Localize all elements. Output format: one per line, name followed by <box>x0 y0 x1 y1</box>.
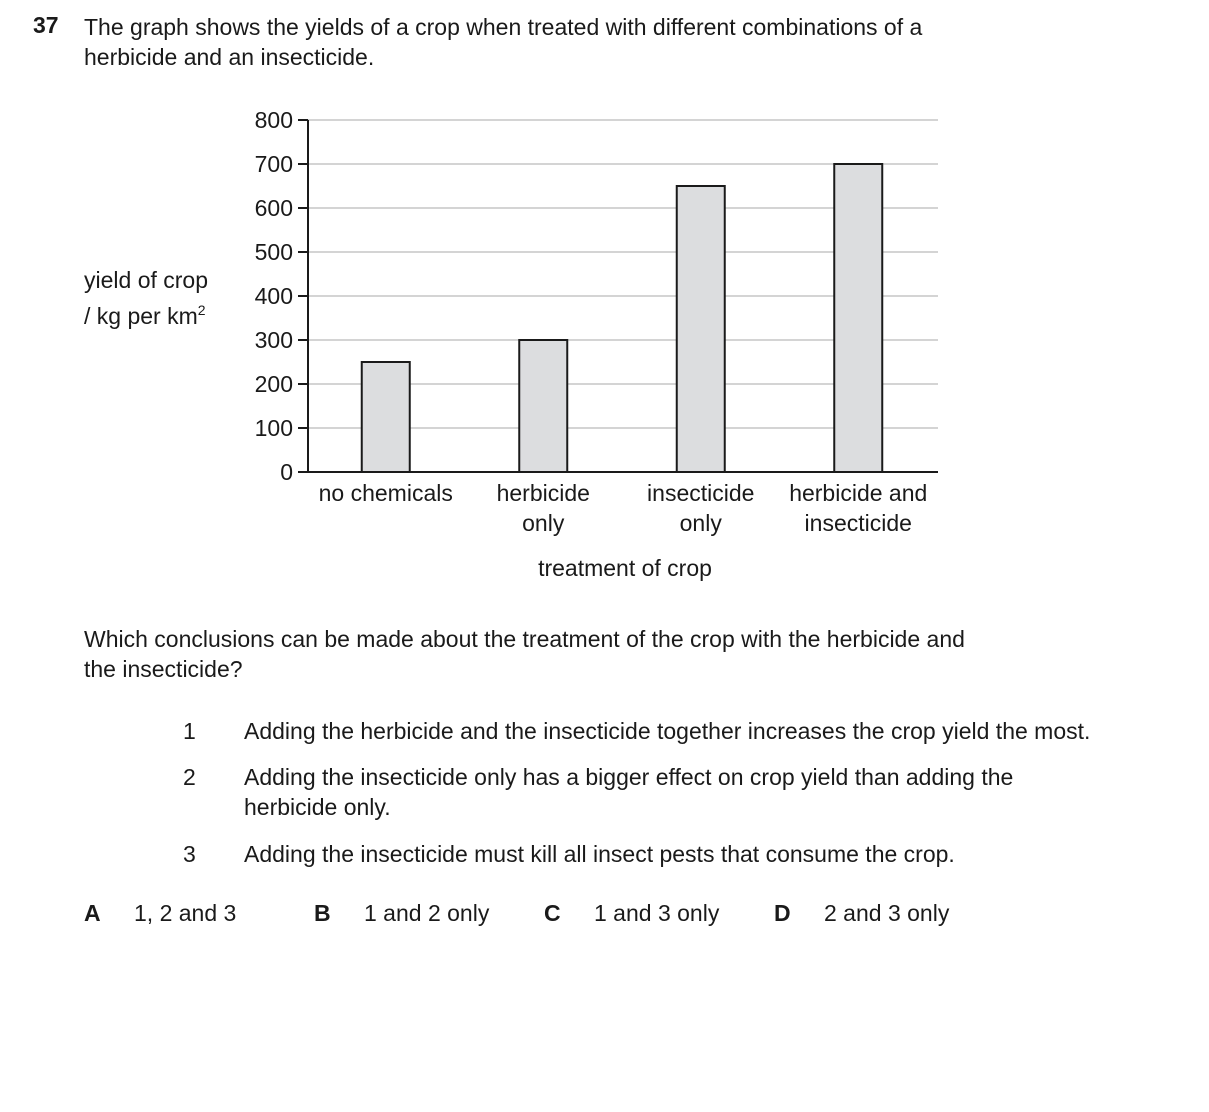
option-text: 2 and 3 only <box>824 900 950 926</box>
prompt-text <box>84 624 965 684</box>
x-tick-label: insecticide <box>804 510 912 536</box>
statement-number: 3 <box>183 841 196 867</box>
bars <box>362 164 883 472</box>
x-axis-label: treatment of crop <box>538 555 712 581</box>
statement-number: 1 <box>183 718 196 744</box>
option-text: 1 and 2 only <box>364 900 490 926</box>
bar <box>834 164 882 472</box>
x-tick-label: only <box>679 510 722 536</box>
statement-text: Adding the herbicide and the insecticide together increases the crop yield the most. <box>244 718 1091 744</box>
question-text-line: herbicide and an insecticide. <box>84 44 375 70</box>
statement-number: 2 <box>183 764 196 790</box>
y-tick-label: 800 <box>254 107 293 133</box>
y-tick-label: 0 <box>280 459 293 485</box>
option-c[interactable] <box>544 898 719 928</box>
option-text: 1, 2 and 3 <box>134 900 237 926</box>
y-axis-label-superscript: 2 <box>197 302 206 318</box>
bar <box>677 186 725 472</box>
y-tick-label: 500 <box>254 239 293 265</box>
question-number: 37 <box>33 12 59 38</box>
x-tick-label: no chemicals <box>318 480 453 506</box>
x-tick-label: insecticide <box>647 480 755 506</box>
statement-1 <box>183 716 1090 746</box>
option-letter: C <box>544 900 561 926</box>
option-letter: B <box>314 900 331 926</box>
x-tick-label: herbicide and <box>789 480 928 506</box>
option-a[interactable] <box>84 898 236 928</box>
x-tick-label: herbicide <box>496 480 590 506</box>
option-letter: D <box>774 900 791 926</box>
x-axis-categories <box>319 480 928 536</box>
statement-text: herbicide only. <box>244 794 391 820</box>
y-tick-label: 400 <box>254 283 293 309</box>
y-axis-label-line-1: yield of crop <box>84 267 209 293</box>
option-letter: A <box>84 900 101 926</box>
prompt-line: the insecticide? <box>84 656 243 682</box>
option-d[interactable] <box>774 898 949 928</box>
statement-2 <box>183 762 1013 822</box>
statement-3 <box>183 839 955 869</box>
question-text-line: The graph shows the yields of a crop when treated with different combinations of a <box>84 14 923 40</box>
y-tick-label: 300 <box>254 327 293 353</box>
y-tick-label: 700 <box>254 151 293 177</box>
statement-text: Adding the insecticide only has a bigger effect on crop yield than adding the <box>244 764 1014 790</box>
y-axis-label-line-2: / kg per $km^2$ <box>84 302 206 329</box>
y-tick-label: 100 <box>254 415 293 441</box>
bar <box>362 362 410 472</box>
x-tick-label: only <box>522 510 565 536</box>
option-b[interactable] <box>314 898 489 928</box>
y-tick-label: 200 <box>254 371 293 397</box>
bar <box>519 340 567 472</box>
y-axis-ticks <box>255 107 308 485</box>
option-text: 1 and 3 only <box>594 900 720 926</box>
statement-text: Adding the insecticide must kill all insect pests that consume the crop. <box>244 841 955 867</box>
prompt-line: Which conclusions can be made about the treatment of the crop with the herbicide and <box>84 626 965 652</box>
y-tick-label: 600 <box>254 195 293 221</box>
